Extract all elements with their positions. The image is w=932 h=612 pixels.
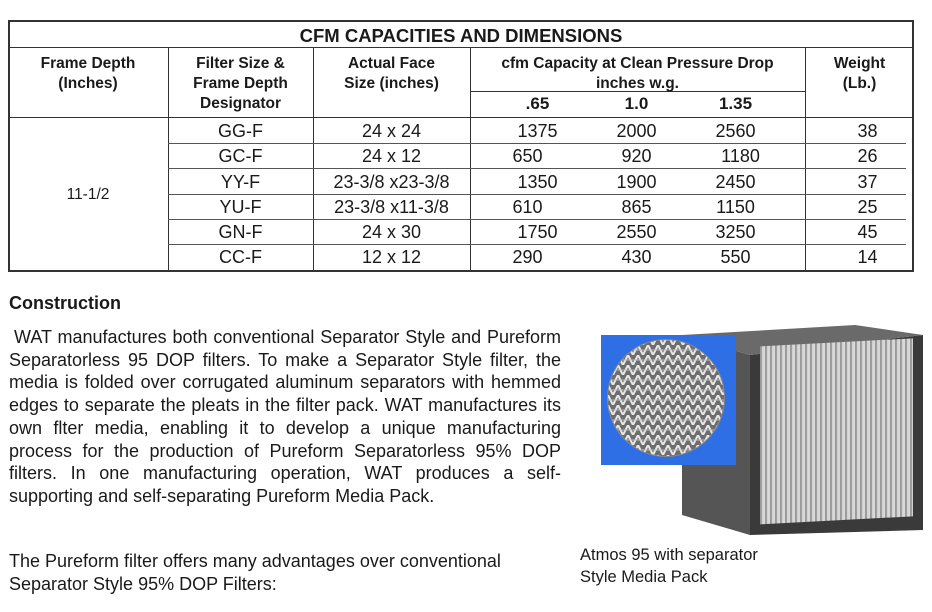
designator-cell: GG-F	[218, 121, 263, 141]
face-size-cell: 24 x 30	[361, 222, 422, 242]
weight-cell: 26	[857, 146, 878, 166]
face-size-cell: 23-3/8 x11-3/8	[334, 197, 449, 217]
hepa-filter-illustration	[595, 325, 932, 543]
weight-cell: 37	[857, 172, 878, 192]
capacity-135-cell: 1180	[721, 146, 760, 166]
row-divider	[168, 194, 906, 195]
row-divider	[168, 219, 906, 220]
row-divider	[168, 168, 906, 169]
weight-cell: 38	[857, 121, 878, 141]
table-border-bottom	[8, 270, 914, 272]
weight-cell: 14	[857, 247, 878, 267]
header-line: Weight	[833, 55, 886, 72]
capacity-065-cell: 610	[512, 197, 543, 217]
header-line: Designator	[200, 95, 281, 112]
weight-cell: 45	[857, 222, 878, 242]
capacity-135-cell: 1150	[716, 197, 755, 217]
table-title: CFM CAPACITIES AND DIMENSIONS	[299, 25, 623, 46]
construction-paragraph-2: The Pureform filter offers many advantages over conventional Separator Style 95% DOP Filters:	[9, 551, 501, 594]
header-line: Filter Size &	[196, 55, 285, 72]
capacity-135-cell: 3250	[715, 222, 756, 242]
designator-cell: YY-F	[220, 172, 261, 192]
face-size-cell: 23-3/8 x23-3/8	[333, 172, 450, 192]
header-designator	[168, 54, 313, 114]
header-line: Frame Depth	[40, 55, 136, 72]
capacity-135-cell: 2450	[715, 172, 756, 192]
capacity-10-cell: 430	[621, 247, 652, 267]
face-size-cell: 12 x 12	[361, 247, 422, 267]
header-weight	[805, 54, 914, 94]
header-line: cfm Capacity at Clean Pressure Drop	[501, 55, 774, 72]
header-face-size	[313, 54, 470, 94]
capacity-065-cell: 1375	[517, 121, 558, 141]
figure-caption: Atmos 95 with separator Style Media Pack	[580, 546, 758, 586]
designator-cell: CC-F	[219, 247, 262, 267]
header-frame-depth	[8, 54, 168, 94]
row-divider	[168, 244, 906, 245]
designator-cell: GC-F	[218, 146, 263, 166]
header-pressure-135: 1.35	[718, 94, 753, 113]
capacity-065-cell: 1350	[517, 172, 558, 192]
header-pressure-10: 1.0	[624, 94, 649, 113]
capacity-065-cell: 650	[512, 146, 543, 166]
header-pressure-065: .65	[525, 94, 550, 113]
capacity-10-cell: 1900	[616, 172, 657, 192]
face-size-cell: 24 x 12	[361, 146, 422, 166]
header-capacity	[470, 54, 805, 94]
capacity-135-cell: 550	[720, 247, 751, 267]
capacity-10-cell: 920	[621, 146, 652, 166]
table-border-top	[8, 20, 914, 22]
designator-cell: GN-F	[218, 222, 263, 242]
header-line: (Lb.)	[842, 75, 877, 92]
capacity-10-cell: 2550	[616, 222, 657, 242]
header-line: Frame Depth	[193, 75, 288, 92]
header-line: Size (inches)	[344, 75, 439, 92]
frame-depth-value: 11-1/2	[66, 186, 110, 203]
header-rule	[8, 117, 914, 118]
capacity-135-cell: 2560	[715, 121, 756, 141]
designator-cell: YU-F	[219, 197, 262, 217]
header-line: Actual Face	[347, 55, 435, 72]
header-line: (Inches)	[58, 75, 118, 92]
row-divider	[168, 143, 906, 144]
filter-figure	[595, 325, 932, 543]
construction-heading: Construction	[9, 293, 121, 313]
capacity-10-cell: 2000	[616, 121, 657, 141]
capacity-065-cell: 1750	[517, 222, 558, 242]
construction-paragraph-1: WAT manufactures both conventional Separator Style and Pureform Separatorless 95 DOP filters. To make a Separator Style filter, the media is folded over corrugated aluminum separators with hemmed edges to separate the pleats in the filter pack. WAT manufactures its own flter media, enabling it to develop a unique manufacturing process for the production of Pureform Separatorless 95% DOP filters. In one manufacturing operation, WAT produces a self-supporting and self-separating Pureform Media Pack.	[9, 327, 561, 506]
filter-media-pack	[760, 338, 913, 524]
header-line: inches w.g.	[596, 75, 679, 92]
capacity-065-cell: 290	[512, 247, 543, 267]
title-rule	[8, 47, 914, 48]
weight-cell: 25	[857, 197, 878, 217]
capacity-10-cell: 865	[621, 197, 652, 217]
face-size-cell: 24 x 24	[361, 121, 422, 141]
